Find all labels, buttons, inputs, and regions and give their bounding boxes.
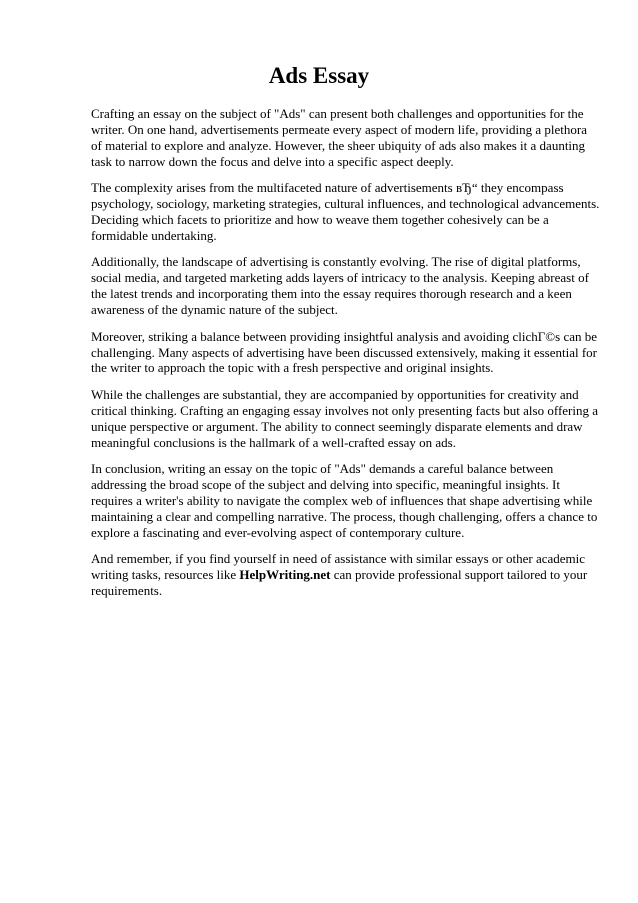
paragraph-3: Additionally, the landscape of advertising is constantly evolving. The rise of digital platforms, social media, and targeted marketing adds layers of intricacy to the analysis. Keeping abreast of the latest trends and incorporating them into the essay requires thorough research and a keen awareness of the dynamic nature of the subject. (91, 254, 589, 318)
document-title: Ads Essay (268, 63, 370, 88)
closing-text-before: And remember, if you find yourself in need of assistance with similar essays or other academic writing tasks, resources like (91, 551, 586, 583)
paragraph-4: Moreover, striking a balance between providing insightful analysis and avoiding clichГ©s can be challenging. Many aspects of advertising have been discussed extensively, making it essential for the writer to approach the topic with a fresh perspective and original insights. (91, 328, 598, 376)
document-body (91, 106, 601, 610)
paragraph-6: In conclusion, writing an essay on the topic of "Ads" demands a careful balance between addressing the broad scope of the subject and delving into specific, meaningful insights. It requires a writer's ability to navigate the complex web of influences that shape advertising while maintaining a clear and compelling narrative. The process, though challenging, offers a chance to explore a fascinating and ever-evolving aspect of contemporary culture. (91, 461, 598, 540)
closing-paragraph (91, 551, 601, 599)
closing-text-after: can provide professional support tailored to your requirements. (91, 567, 588, 599)
paragraph-5: While the challenges are substantial, they are accompanied by opportunities for creativity and critical thinking. Crafting an engaging essay involves not only presenting facts but also offering a unique perspective or argument. The ability to connect seemingly disparate elements and draw meaningful conclusions is the hallmark of a well-crafted essay on ads. (91, 386, 598, 450)
paragraph-2: The complexity arises from the multifaceted nature of advertisements вЂ“ they encompass psychology, sociology, marketing strategies, cultural influences, and technological advancements. Deciding which facets to prioritize and how to weave them together cohesively can be a formidable undertaking. (91, 180, 600, 243)
paragraph-1: Crafting an essay on the subject of "Ads" can present both challenges and opportunities for the writer. On one hand, advertisements permeate every aspect of modern life, providing a plethora of material to explore and analyze. However, the sheer ubiquity of ads also makes it a daunting task to narrow down the focus and delve into a specific aspect deeply. (91, 106, 587, 169)
helpwriting-link[interactable]: HelpWriting.net (239, 567, 331, 583)
